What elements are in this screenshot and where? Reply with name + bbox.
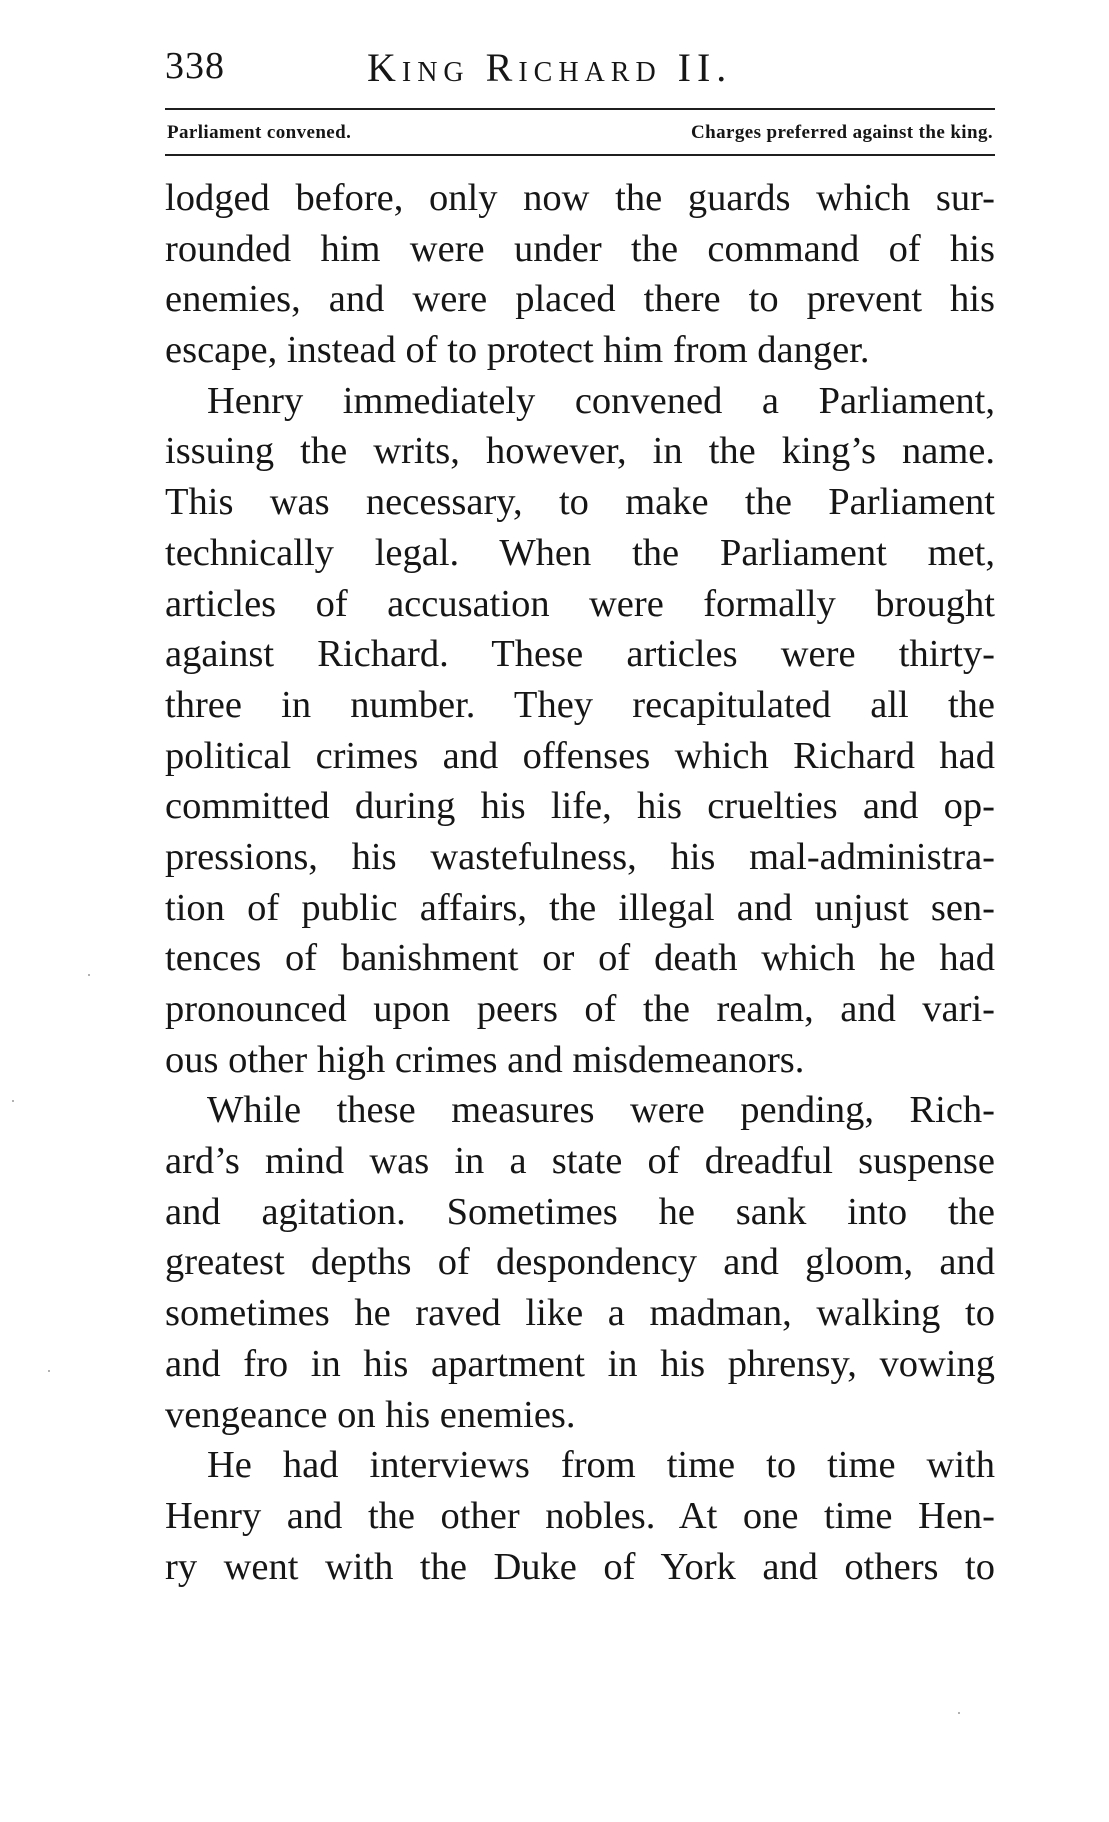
text-line: greatest depths of despondency and gloom, and bbox=[165, 1241, 995, 1284]
text-line: tences of banishment or of death which he had bbox=[165, 937, 995, 980]
text-line: This was necessary, to make the Parliament bbox=[165, 481, 995, 524]
paragraph-continued bbox=[165, 173, 995, 376]
text-line: ous other high crimes and misdemeanors. bbox=[165, 1038, 805, 1081]
text-line: political crimes and offenses which Richard had bbox=[165, 734, 995, 777]
paper-speck bbox=[48, 1370, 50, 1372]
text-line: While these measures were pending, Rich- bbox=[207, 1089, 995, 1132]
body-text bbox=[165, 173, 995, 1592]
text-line: Henry immediately convened a Parliament, bbox=[207, 379, 995, 422]
page-number: 338 bbox=[165, 45, 225, 87]
text-line: ry went with the Duke of York and others to bbox=[165, 1545, 995, 1588]
paper-speck bbox=[958, 1712, 960, 1714]
text-line: three in number. They recapitulated all the bbox=[165, 683, 995, 726]
running-head bbox=[165, 38, 995, 94]
text-line: committed during his life, his cruelties and op- bbox=[165, 785, 995, 828]
text-line: He had interviews from time to time with bbox=[207, 1444, 995, 1487]
text-line: pronounced upon peers of the realm, and vari- bbox=[165, 988, 995, 1030]
text-line: pressions, his wastefulness, his mal-administra- bbox=[165, 835, 995, 878]
text-line: rounded him were under the command of his bbox=[165, 227, 995, 270]
text-line: ard’s mind was in a state of dreadful suspense bbox=[165, 1140, 995, 1183]
text-line: issuing the writs, however, in the king’s name. bbox=[165, 430, 995, 473]
text-line: lodged before, only now the guards which sur- bbox=[165, 177, 995, 219]
text-line: against Richard. These articles were thirty- bbox=[165, 633, 995, 676]
text-line: Henry and the other nobles. At one time Hen- bbox=[165, 1494, 995, 1537]
text-line: sometimes he raved like a madman, walking to bbox=[165, 1292, 995, 1335]
text-line: vengeance on his enemies. bbox=[165, 1393, 576, 1436]
paragraph-interviews bbox=[165, 1440, 995, 1592]
book-title: King Richard II. bbox=[367, 45, 733, 90]
header-rule-top bbox=[165, 108, 995, 110]
text-line: escape, instead of to protect him from danger. bbox=[165, 329, 870, 372]
header-rule-bottom bbox=[165, 154, 995, 156]
sidenote-bar bbox=[165, 118, 995, 148]
sidenote-left: Parliament convened. bbox=[167, 122, 352, 143]
paper-speck bbox=[88, 974, 90, 976]
text-line: enemies, and were placed there to prevent his bbox=[165, 278, 995, 321]
text-line: technically legal. When the Parliament met, bbox=[165, 531, 995, 574]
text-line: and agitation. Sometimes he sank into the bbox=[165, 1190, 995, 1233]
text-line: and fro in his apartment in his phrensy, vowing bbox=[165, 1342, 995, 1385]
text-line: tion of public affairs, the illegal and unjust sen- bbox=[165, 886, 995, 929]
paper-speck bbox=[12, 1100, 14, 1102]
paragraph-richard-mind bbox=[165, 1085, 995, 1440]
paragraph-parliament bbox=[165, 376, 995, 1086]
text-line: articles of accusation were formally brought bbox=[165, 582, 995, 625]
sidenote-right: Charges preferred against the king. bbox=[691, 122, 993, 143]
